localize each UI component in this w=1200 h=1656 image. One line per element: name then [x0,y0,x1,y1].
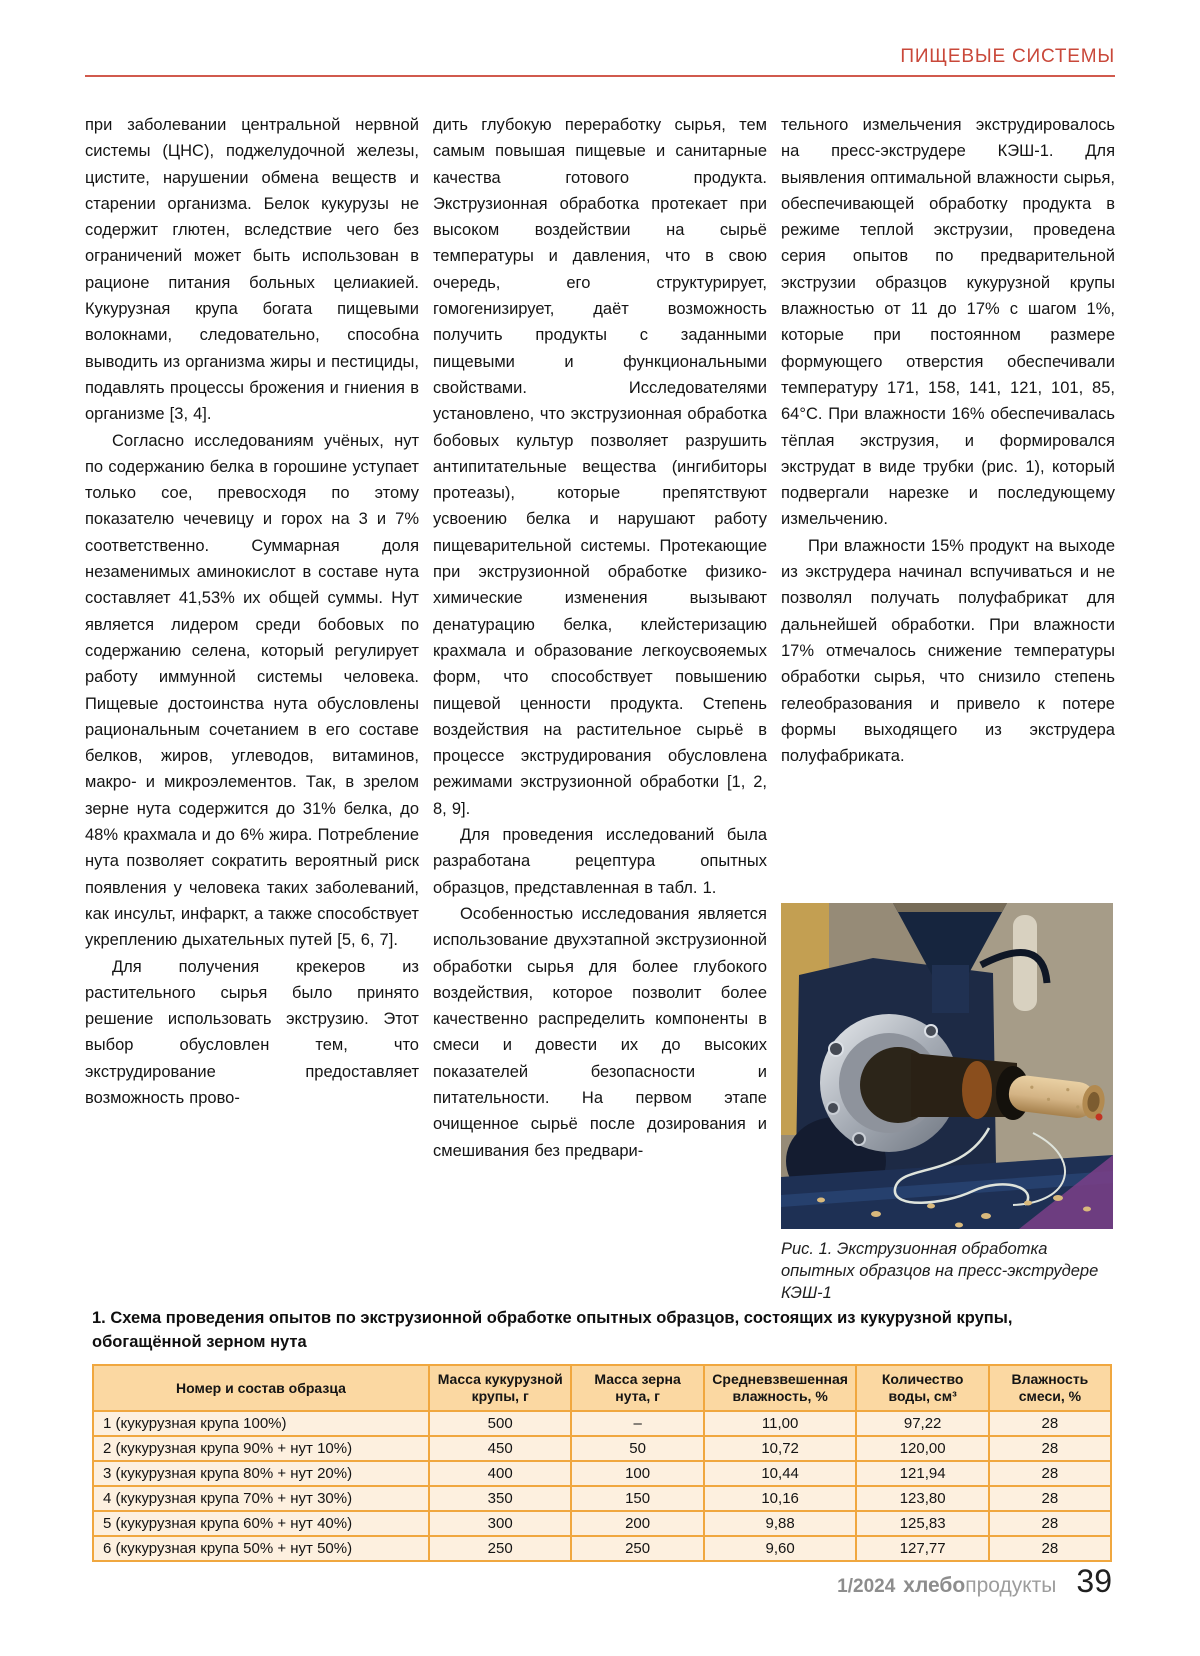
experiment-table [92,1364,1112,1562]
extruder-photo [781,903,1113,1229]
section-header: ПИЩЕВЫЕ СИСТЕМЫ [900,46,1115,67]
table-cell: 1 (кукурузная крупа 100%) [93,1411,429,1436]
paragraph: Для проведения исследований была разработана рецептура опытных образцов, представленная в табл. 1. [433,826,767,897]
table-row [93,1411,1111,1436]
header-cell: Масса зерна нута, г [571,1365,703,1411]
paragraph: Особенностью исследования является использование двухэтапной экструзионной обработки сырья для более глубокого воздействия, которое позволит более качественно распределить компоненты в смеси и довести их до высоких показателей безопасности и питательности. На первом этапе очищенное сырьё после дозирования и смешивания без предвари- [433,904,767,1160]
table-cell: 121,94 [856,1461,988,1486]
table-row [93,1486,1111,1511]
paragraph: тельного измельчения экструдировалось на пресс-экструдере КЭШ-1. Для выявления оптимальной влажности сырья, обеспечивающей обработку продукта в режиме теплой экструзии, проведена серия опытов по предварительной экструзии образцов кукурузной крупы влажностью от 11 до 17% с шагом 1%, которые при постоянном размере формующего отверстия обеспечивали температуру 171, 158, 141, 121, 101, 85, 64°С. При влажности 16% обеспечивалась тёплая экструзия, и формировался экструдат в виде трубки (рис. 1), который подвергали нарезке и последующему измельчению. [781,116,1115,529]
issue-label: 1/2024 [837,1576,896,1597]
header-cell: Масса кукурузной крупы, г [429,1365,572,1411]
table-cell: 10,72 [704,1436,857,1461]
table-cell: 450 [429,1436,572,1461]
table-cell: 10,16 [704,1486,857,1511]
table-cell: 120,00 [856,1436,988,1461]
red-indicator [1096,1114,1103,1121]
paragraph: при заболевании центральной нервной системы (ЦНС), поджелудочной железы, цистите, нарушении обмена веществ и старении организма. Белок кукурузы не содержит глютен, вследствие чего без ограничений может быть использован в рационе питания больных целиакией. Кукурузная крупа богата пищевыми волокнами, следовательно, способна выводить из организма жиры и пестициды, подавлять процессы брожения и гниения в организме [3, 4]. [85,116,419,424]
table-row [93,1511,1111,1536]
table-row [93,1461,1111,1486]
table-cell: 6 (кукурузная крупа 50% + нут 50%) [93,1536,429,1561]
table-cell: 250 [429,1536,572,1561]
table-cell: 2 (кукурузная крупа 90% + нут 10%) [93,1436,429,1461]
table-cell: 100 [571,1461,703,1486]
table-cell: 150 [571,1486,703,1511]
table-title: 1. Схема проведения опытов по экструзионной обработке опытных образцов, состоящих из кукурузной крупы, обогащённой зерном нута [92,1309,1013,1351]
table-cell: 10,44 [704,1461,857,1486]
table-cell: 3 (кукурузная крупа 80% + нут 20%) [93,1461,429,1486]
page-footer [837,1563,1112,1600]
header-cell: Влажность смеси, % [989,1365,1111,1411]
header-cell: Средневзвешенная влажность, % [704,1365,857,1411]
table-cell: 125,83 [856,1511,988,1536]
table-cell: 350 [429,1486,572,1511]
table-cell: 300 [429,1511,572,1536]
page-number: 39 [1076,1563,1112,1599]
table-cell: 97,22 [856,1411,988,1436]
table-cell: – [571,1411,703,1436]
table-cell: 28 [989,1486,1111,1511]
table-cell: 28 [989,1461,1111,1486]
figure-caption: Рис. 1. Экструзионная обработка опытных образцов на пресс-экструдере КЭШ-1 [781,1240,1099,1302]
magazine-title-bold: хлебо [903,1574,966,1597]
table-row [93,1536,1111,1561]
table-header-row [93,1365,1111,1411]
header-cell: Номер и состав образца [93,1365,429,1411]
paragraph: Согласно исследованиям учёных, нут по содержанию белка в горошине уступает только сое, превосходя по этому показателю чечевицу и горох на 3 и 7% соответственно. Суммарная доля незаменимых аминокислот в составе нута составляет 41,53% их общей суммы. Нут является лидером среди бобовых по содержанию селена, который регулирует работу иммунной системы человека. Пищевые достоинства нута обусловлены рациональным сочетанием в его составе белков, жиров, углеводов, витаминов, макро- и микроэлементов. Так, в зрелом зерне нута содержится до 31% белка, до 48% крахмала и до 6% жира. Потребление нута позволяет сократить вероятный риск появления у человека таких заболеваний, как инсульт, инфаркт, а также способствует укреплению дыхательных путей [5, 6, 7]. [85,431,419,950]
table-cell: 28 [989,1536,1111,1561]
header-cell: Количество воды, см³ [856,1365,988,1411]
table-cell: 28 [989,1511,1111,1536]
table-cell: 250 [571,1536,703,1561]
paragraph: Для получения крекеров из растительного сырья было принято решение использовать экструзию. Этот выбор обусловлен тем, что экструдирование предоставляет возможность прово- [85,957,419,1107]
header-rule [85,75,1115,77]
table-cell: 200 [571,1511,703,1536]
table-cell: 28 [989,1436,1111,1461]
table-cell: 123,80 [856,1486,988,1511]
table-cell: 4 (кукурузная крупа 70% + нут 30%) [93,1486,429,1511]
table-cell: 50 [571,1436,703,1461]
table-cell: 5 (кукурузная крупа 60% + нут 40%) [93,1511,429,1536]
text-column-1 [85,112,419,1164]
table-cell: 400 [429,1461,572,1486]
table-cell: 9,88 [704,1511,857,1536]
table-cell: 28 [989,1411,1111,1436]
table-cell: 9,60 [704,1536,857,1561]
paragraph: При влажности 15% продукт на выходе из экструдера начинал вспучиваться и не позволял получать полуфабрикат для дальнейшей обработки. При влажности 17% отмечалось снижение температуры обработки сырья, что снизило степень гелеобразования и привело к потере формы выходящего из экструдера полуфабриката. [781,536,1115,766]
table-cell: 127,77 [856,1536,988,1561]
paragraph: дить глубокую переработку сырья, тем самым повышая пищевые и санитарные качества готового продукта. Экструзионная обработка протекает при высоком воздействии на сырьё температуры и давления, что в свою очередь, его структурирует, гомогенизирует, даёт возможность получить продукты с заданными пищевыми и функциональными свойствами. Исследователями установлено, что экструзионная обработка бобовых культур позволяет разрушить антипитательные вещества (ингибиторы протеазы), которые препятствуют усвоению белка и нарушают работу пищеварительной системы. Протекающие при экструзионной обработке физико-химические изменения вызывают денатурацию белка, клейстеризацию крахмала и образование легкоусвояемых форм, что способствует повышению пищевой ценности продукта. Степень воздействия на растительное сырьё в процессе экструдирования обусловлена режимами экструзионной обработки [1, 2, 8, 9]. [433,116,767,818]
table-cell: 500 [429,1411,572,1436]
magazine-title-regular: продукты [965,1574,1057,1597]
table-cell: 11,00 [704,1411,857,1436]
text-column-2 [433,112,767,1164]
figure-1 [781,903,1113,1304]
table-row [93,1436,1111,1461]
